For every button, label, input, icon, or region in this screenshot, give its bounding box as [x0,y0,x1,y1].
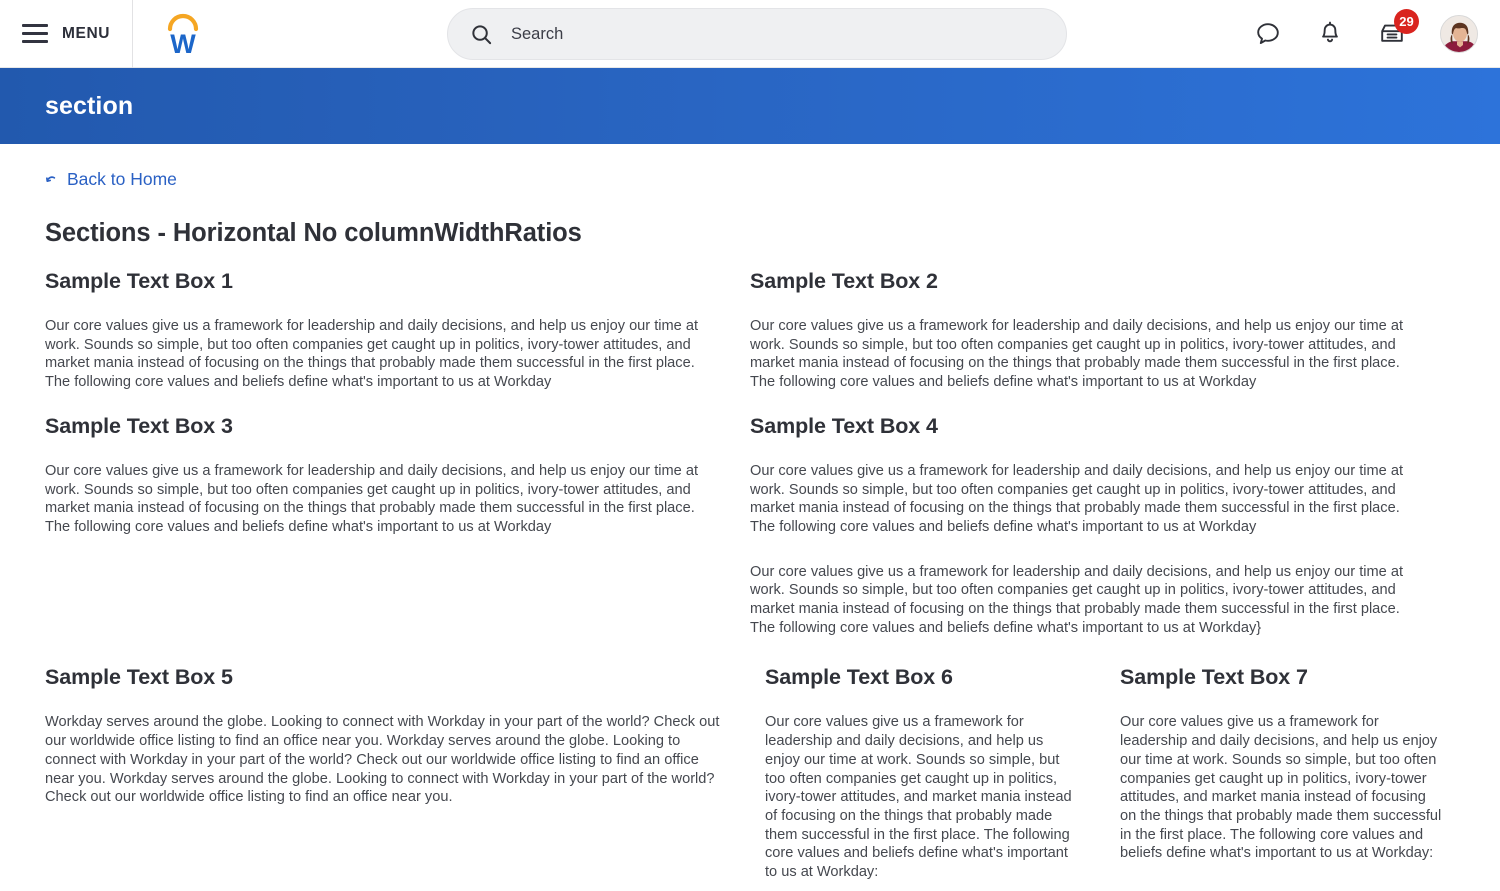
back-arrow-icon [45,172,60,187]
box-title: Sample Text Box 5 [45,665,233,690]
section-box-5 [45,665,765,881]
section-row-2 [45,414,1455,638]
back-to-home-label: Back to Home [67,169,177,189]
inbox-button[interactable] [1378,14,1414,48]
box-paragraph: Our core values give us a framework for leadership and daily decisions, and help us enjoy our time at work. Sounds so simple, but too often companies get caught up in politics, ivory-tower attitudes, and market mania instead of focusing on the things that probably made them successful in the first place. The following core values and beliefs define what's important to us at Workday [45,318,699,391]
box-paragraph: Our core values give us a framework for leadership and daily decisions, and help us enjoy our time at work. Sounds so simple, but too often companies get caught up in politics, ivory-tower attitudes, and market mania instead of focusing on the things that probably made them successful in the first place. The following core values and beliefs define what's important to us at Workday [750,462,1404,535]
chat-icon [1254,20,1282,48]
banner-title: section [45,91,134,120]
page-content [0,144,1500,882]
search-input[interactable] [447,8,1067,60]
back-to-home-link[interactable] [45,169,177,190]
search-container[interactable] [447,8,1067,60]
box-title: Sample Text Box 3 [45,413,233,438]
box-title: Sample Text Box 6 [765,665,953,690]
header-actions [1254,0,1478,68]
menu-button[interactable] [0,0,133,68]
section-box-2 [750,269,1455,392]
box-paragraph: Our core values give us a framework for leadership and daily decisions, and help us enjoy our time at work. Sounds so simple, but too often companies get caught up in politics, ivory-tower attitudes, and market mania instead of focusing on the things that probably made them successful in the first place. The following core values and beliefs define what's important to us at Workday: [1120,714,1442,862]
search-placeholder-text: Search [511,24,564,43]
section-box-3 [45,414,750,638]
section-box-1 [45,269,750,392]
page-title: Sections - Horizontal No columnWidthRatios [45,219,582,247]
box-paragraph: Workday serves around the globe. Looking to connect with Workday in your part of the world? Check out our worldwide office listing to find an office near you. Workday serves around the globe. Looking to connect with Workday in your part of the world? Check out our worldwide office listing to find an office near you. Workday serves around the globe. Looking to connect with Workday in your part of the world? Check out our worldwide office listing to find an office near you. [45,714,720,806]
inbox-badge-count: 29 [1394,9,1419,34]
avatar[interactable] [1440,15,1478,53]
bell-icon [1316,20,1344,48]
chat-button[interactable] [1254,20,1282,48]
menu-label[interactable]: MENU [62,24,111,42]
workday-logo-link[interactable] [133,0,233,68]
box-paragraph: Our core values give us a framework for leadership and daily decisions, and help us enjoy our time at work. Sounds so simple, but too often companies get caught up in politics, ivory-tower attitudes, and market mania instead of focusing on the things that probably made them successful in the first place. The following core values and beliefs define what's important to us at Workday [750,318,1404,391]
page-banner [0,68,1500,144]
section-box-6 [765,665,1120,881]
workday-logo-icon [162,12,204,56]
search-icon [470,23,493,46]
section-row-3 [45,665,1455,881]
top-navigation-bar [0,0,1500,68]
svg-text:W: W [170,28,196,56]
avatar-image [1441,16,1478,53]
section-row-1 [45,269,1455,392]
box-paragraph: Our core values give us a framework for leadership and daily decisions, and help us enjoy our time at work. Sounds so simple, but too often companies get caught up in politics, ivory-tower attitudes, and market mania instead of focusing on the things that probably made them successful in the first place. The following core values and beliefs define what's important to us at Workday: [765,714,1072,881]
box-paragraph-secondary: Our core values give us a framework for leadership and daily decisions, and help us enjoy our time at work. Sounds so simple, but too often companies get caught up in politics, ivory-tower attitudes, and market mania instead of focusing on the things that probably made them successful in the first place. The following core values and beliefs define what's important to us at Workday} [750,563,1404,636]
box-title: Sample Text Box 4 [750,413,938,438]
box-title: Sample Text Box 7 [1120,665,1308,690]
box-title: Sample Text Box 1 [45,269,233,293]
section-box-7 [1120,665,1455,881]
section-box-4 [750,414,1455,638]
box-paragraph: Our core values give us a framework for leadership and daily decisions, and help us enjoy our time at work. Sounds so simple, but too often companies get caught up in politics, ivory-tower attitudes, and market mania instead of focusing on the things that probably made them successful in the first place. The following core values and beliefs define what's important to us at Workday [45,462,699,535]
notifications-button[interactable] [1316,20,1344,48]
box-title: Sample Text Box 2 [750,269,938,293]
hamburger-menu-icon[interactable] [22,24,48,43]
